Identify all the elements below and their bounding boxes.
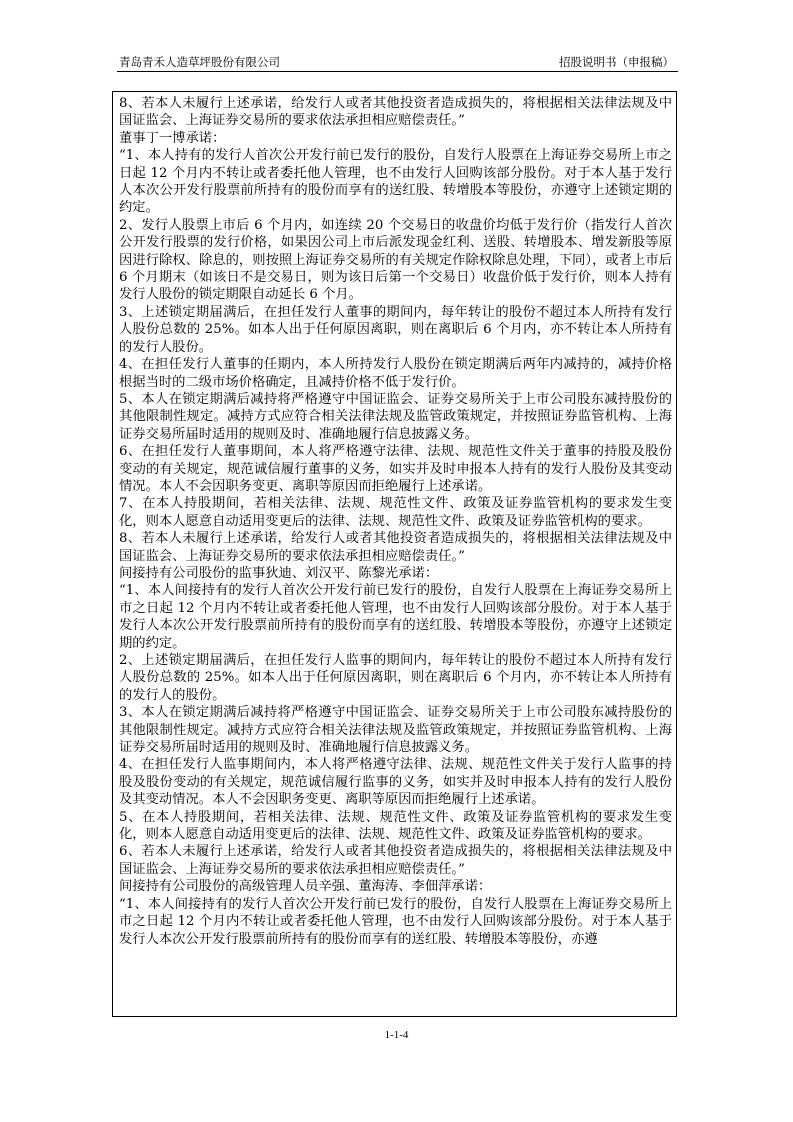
paragraph-supervisors-item-5: 5、在本人持股期间，若相关法律、法规、规范性文件、政策及证券监管机构的要求发生变化，则本人愿意自动适用变更后的法律、法规、规范性文件、政策及证券监管机构的要求。 xyxy=(119,809,672,843)
page-number: 1-1-4 xyxy=(384,1029,409,1041)
paragraph-supervisors-item-4: 4、在担任发行人监事期间内，本人将严格遵守法律、法规、规范性文件关于发行人监事的持股及股份变动的有关规定，规范诚信履行监事的义务，如实并及时申报本人持有的发行人股份及其变动情况。本人不会因职务变更、离职等原因而拒绝履行上述承诺。 xyxy=(119,757,672,808)
document-title: 招股说明书（申报稿） xyxy=(559,55,674,69)
paragraph-supervisors-item-1: “1、本人间接持有的发行人首次公开发行前已发行的股份，自发行人股票在上海证券交易所上市之日起 12 个月内不转让或者委托他人管理，也不由发行人回购该部分股份。对于本人基于发行人本次公开发行股票前所持有的股份而享有的送红股、转增股本等股份，亦遵守上述锁定期的约定。 xyxy=(119,583,672,651)
paragraph-heading-senior-management: 间接持有公司股份的高级管理人员辛强、董海涛、李佃萍承诺： xyxy=(119,879,492,895)
paragraph-supervisors-item-6: 6、若本人未履行上述承诺，给发行人或者其他投资者造成损失的，将根据相关法律法规及中国证监会、上海证券交易所的要求依法承担相应赔偿责任。” xyxy=(119,844,672,877)
paragraph-ding-item-2: 2、发行人股票上市后 6 个月内，如连续 20 个交易日的收盘价均低于发行价（指发行人首次公开发行股票的发行价格，如果因公司上市后派发现金红利、送股、转增股本、增发新股等原因进行除权、除息的，则按照上海证券交易所的有关规定作除权除息处理，下同），或者上市后 6 个月期末（如该日不是交易日，则为该日后第一个交易日）收盘价低于发行价，则本人持有发行人股份的锁定期限自动延长 6 个月。 xyxy=(119,217,672,303)
paragraph-director-item-8: 8、若本人未履行上述承诺，给发行人或者其他投资者造成损失的，将根据相关法律法规及中国证监会、上海证券交易所的要求依法承担相应赔偿责任。” xyxy=(119,96,672,129)
paragraph-ding-item-7: 7、在本人持股期间，若相关法律、法规、规范性文件、政策及证券监管机构的要求发生变化，则本人愿意自动适用变更后的法律、法规、规范性文件、政策及证券监管机构的要求。 xyxy=(119,496,672,529)
paragraph-ding-item-3: 3、上述锁定期届满后，在担任发行人董事的期间内，每年转让的股份不超过本人所持有发行人股份总数的 25%。如本人出于任何原因离职，则在离职后 6 个月内，亦不转让本人所持有的发行人股份。 xyxy=(119,304,672,355)
paragraph-ding-item-1: “1、本人持有的发行人首次公开发行前已发行的股份，自发行人股票在上海证券交易所上市之日起 12 个月内不转让或者委托他人管理，也不由发行人回购该部分股份。对于本人基于发行人本次公开发行股票前所持有的股份而享有的送红股、转增股本等股份，亦遵守上述锁定期的约定。 xyxy=(119,148,672,216)
paragraph-ding-item-5: 5、本人在锁定期满后减持将严格遵守中国证监会、证券交易所关于上市公司股东减持股份的其他限制性规定。减持方式应符合相关法律法规及监管政策规定，并按照证券监管机构、上海证券交易所届时适用的规则及时、准确地履行信息披露义务。 xyxy=(119,391,672,442)
paragraph-management-item-1: “1、本人间接持有的发行人首次公开发行前已发行的股份，自发行人股票在上海证券交易所上市之日起 12 个月内不转让或者委托他人管理，也不由发行人回购该部分股份。对于本人基于发行人本次公开发行股票前所持有的股份而享有的送红股、转增股本等股份，亦遵 xyxy=(119,896,672,947)
paragraph-ding-item-8: 8、若本人未履行上述承诺，给发行人或者其他投资者造成损失的，将根据相关法律法规及中国证监会、上海证券交易所的要求依法承担相应赔偿责任。” xyxy=(119,531,672,564)
paragraph-heading-supervisors: 间接持有公司股份的监事狄迪、刘汉平、陈黎光承诺： xyxy=(119,565,439,581)
company-name: 青岛青禾人造草坪股份有限公司 xyxy=(119,55,280,69)
paragraph-ding-item-4: 4、在担任发行人董事的任期内，本人所持发行人股份在锁定期满后两年内减持的，减持价格根据当时的二级市场价格确定，且减持价格不低于发行价。 xyxy=(119,357,672,390)
page-header xyxy=(117,51,678,72)
paragraph-heading-director-ding: 董事丁一博承诺： xyxy=(119,130,226,146)
paragraph-ding-item-6: 6、在担任发行人董事期间，本人将严格遵守法律、法规、规范性文件关于董事的持股及股份变动的有关规定，规范诚信履行董事的义务，如实并及时申报本人持有的发行人股份及其变动情况。本人不会因职务变更、离职等原因而拒绝履行上述承诺。 xyxy=(119,444,672,494)
paragraph-supervisors-item-3: 3、本人在锁定期满后减持将严格遵守中国证监会、证券交易所关于上市公司股东减持股份的其他限制性规定。减持方式应符合相关法律法规及监管政策规定，并按照证券监管机构、上海证券交易所届时适用的规则及时、准确地履行信息披露义务。 xyxy=(119,705,672,756)
paragraph-supervisors-item-2: 2、上述锁定期届满后，在担任发行人监事的期间内，每年转让的股份不超过本人所持有发行人股份总数的 25%。如本人出于任何原因离职，则在离职后 6 个月内，亦不转让本人所持有的发行人的股份。 xyxy=(119,653,672,703)
commitment-text-box xyxy=(112,91,677,1017)
